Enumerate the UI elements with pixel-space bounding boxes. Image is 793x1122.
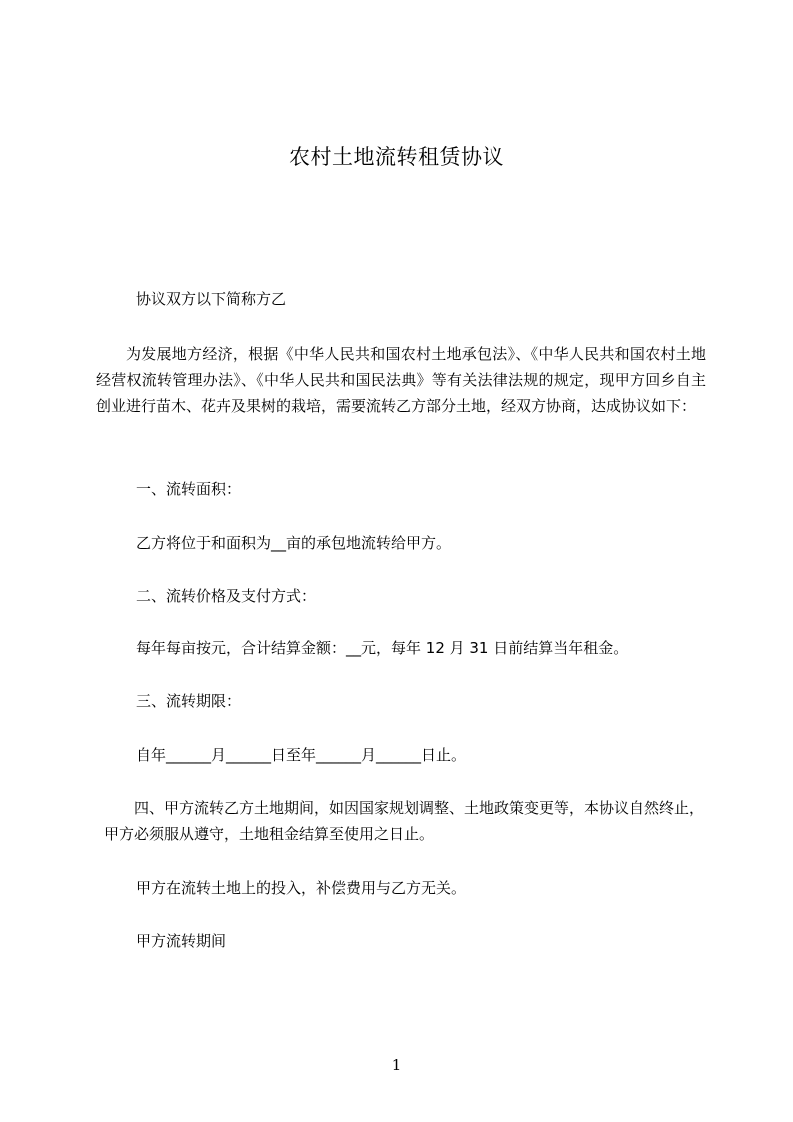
intro-paragraph: 协议双方以下简称方乙 xyxy=(136,290,287,308)
section-3-text: 自年______月______日至年______月______日止。 xyxy=(136,746,467,764)
section-2-heading: 二、流转价格及支付方式： xyxy=(136,587,317,605)
section-5-paragraph: 甲方在流转土地上的投入，补偿费用与乙方无关。 xyxy=(136,879,467,897)
section-6-paragraph: 甲方流转期间 xyxy=(136,932,227,950)
basis-paragraph: 为发展地方经济，根据《中华人民共和国农村土地承包法》、《中华人民共和国农村土地经营权流转管理办法》、《中华人民共和国民法典》等有关法律法规的规定，现甲方回乡自主创业进行苗木、花卉及果树的栽培，需要流转乙方部分土地，经双方协商，达成协议如下： xyxy=(96,345,706,415)
page-number: 1 xyxy=(391,1056,402,1074)
section-1-text: 乙方将位于和面积为__亩的承包地流转给甲方。 xyxy=(136,534,452,552)
section-3-heading: 三、流转期限： xyxy=(136,692,242,710)
document-title: 农村土地流转租赁协议 xyxy=(289,145,504,169)
section-4-paragraph: 四、甲方流转乙方土地期间，如因国家规划调整、土地政策变更等，本协议自然终止，甲方必须服从遵守，土地租金结算至使用之日止。 xyxy=(104,799,705,843)
section-2-text: 每年每亩按元，合计结算金额：__元，每年 12 月 31 日前结算当年租金。 xyxy=(136,639,629,657)
section-1-heading: 一、流转面积： xyxy=(136,480,242,498)
